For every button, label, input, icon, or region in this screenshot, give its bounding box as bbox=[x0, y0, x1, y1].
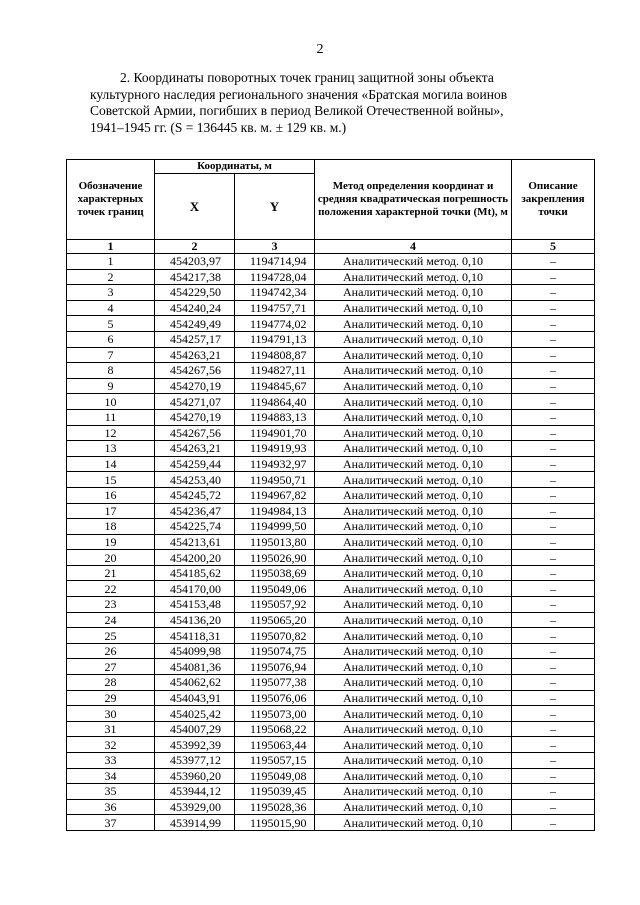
point-number-cell: 9 bbox=[67, 378, 155, 394]
table-row bbox=[67, 519, 595, 535]
method-cell: Аналитический метод. 0,10 bbox=[315, 659, 512, 675]
x-coordinate-cell: 454099,98 bbox=[155, 643, 235, 659]
method-cell: Аналитический метод. 0,10 bbox=[315, 815, 512, 831]
point-number-cell: 33 bbox=[67, 753, 155, 769]
table-row bbox=[67, 753, 595, 769]
y-coordinate-cell: 1194950,71 bbox=[235, 472, 315, 488]
description-cell: – bbox=[512, 519, 595, 535]
method-cell: Аналитический метод. 0,10 bbox=[315, 316, 512, 332]
y-coordinate-cell: 1195039,45 bbox=[235, 784, 315, 800]
y-coordinate-cell: 1195026,90 bbox=[235, 550, 315, 566]
method-cell: Аналитический метод. 0,10 bbox=[315, 363, 512, 379]
method-cell: Аналитический метод. 0,10 bbox=[315, 597, 512, 613]
y-coordinate-cell: 1195077,38 bbox=[235, 675, 315, 691]
x-coordinate-cell: 454043,91 bbox=[155, 690, 235, 706]
table-row bbox=[67, 472, 595, 488]
point-number-cell: 30 bbox=[67, 706, 155, 722]
method-cell: Аналитический метод. 0,10 bbox=[315, 675, 512, 691]
y-coordinate-cell: 1195057,15 bbox=[235, 753, 315, 769]
description-cell: – bbox=[512, 628, 595, 644]
y-coordinate-cell: 1195073,00 bbox=[235, 706, 315, 722]
table-row bbox=[67, 768, 595, 784]
table-row bbox=[67, 487, 595, 503]
point-number-cell: 8 bbox=[67, 363, 155, 379]
point-number-cell: 13 bbox=[67, 441, 155, 457]
method-cell: Аналитический метод. 0,10 bbox=[315, 706, 512, 722]
method-cell: Аналитический метод. 0,10 bbox=[315, 628, 512, 644]
x-coordinate-cell: 453944,12 bbox=[155, 784, 235, 800]
point-number-cell: 5 bbox=[67, 316, 155, 332]
description-cell: – bbox=[512, 690, 595, 706]
table-row bbox=[67, 721, 595, 737]
method-cell: Аналитический метод. 0,10 bbox=[315, 409, 512, 425]
header-x: X bbox=[155, 174, 235, 240]
method-cell: Аналитический метод. 0,10 bbox=[315, 503, 512, 519]
y-coordinate-cell: 1194864,40 bbox=[235, 394, 315, 410]
x-coordinate-cell: 454245,72 bbox=[155, 487, 235, 503]
method-cell: Аналитический метод. 0,10 bbox=[315, 784, 512, 800]
method-cell: Аналитический метод. 0,10 bbox=[315, 721, 512, 737]
table-row bbox=[67, 690, 595, 706]
table-row bbox=[67, 799, 595, 815]
description-cell: – bbox=[512, 425, 595, 441]
point-number-cell: 27 bbox=[67, 659, 155, 675]
heading-line: Советской Армии, погибших в период Великой Отечественной войны», bbox=[90, 103, 504, 118]
table-row bbox=[67, 675, 595, 691]
description-cell: – bbox=[512, 675, 595, 691]
table-row bbox=[67, 425, 595, 441]
y-coordinate-cell: 1195076,06 bbox=[235, 690, 315, 706]
method-cell: Аналитический метод. 0,10 bbox=[315, 300, 512, 316]
method-cell: Аналитический метод. 0,10 bbox=[315, 378, 512, 394]
point-number-cell: 10 bbox=[67, 394, 155, 410]
point-number-cell: 6 bbox=[67, 331, 155, 347]
y-coordinate-cell: 1194742,34 bbox=[235, 285, 315, 301]
table-row bbox=[67, 643, 595, 659]
y-coordinate-cell: 1194728,04 bbox=[235, 269, 315, 285]
description-cell: – bbox=[512, 768, 595, 784]
description-cell: – bbox=[512, 441, 595, 457]
point-number-cell: 25 bbox=[67, 628, 155, 644]
point-number-cell: 36 bbox=[67, 799, 155, 815]
y-coordinate-cell: 1195038,69 bbox=[235, 565, 315, 581]
table-row bbox=[67, 784, 595, 800]
table-row bbox=[67, 316, 595, 332]
description-cell: – bbox=[512, 269, 595, 285]
page-number: 2 bbox=[316, 42, 324, 57]
method-cell: Аналитический метод. 0,10 bbox=[315, 643, 512, 659]
table-row bbox=[67, 628, 595, 644]
method-cell: Аналитический метод. 0,10 bbox=[315, 441, 512, 457]
x-coordinate-cell: 454259,44 bbox=[155, 456, 235, 472]
method-cell: Аналитический метод. 0,10 bbox=[315, 799, 512, 815]
x-coordinate-cell: 454253,40 bbox=[155, 472, 235, 488]
point-number-cell: 32 bbox=[67, 737, 155, 753]
point-number-cell: 12 bbox=[67, 425, 155, 441]
header-coordinates: Координаты, м bbox=[155, 160, 315, 174]
x-coordinate-cell: 454249,49 bbox=[155, 316, 235, 332]
x-coordinate-cell: 453960,20 bbox=[155, 768, 235, 784]
column-number: 4 bbox=[315, 240, 512, 254]
y-coordinate-cell: 1194967,82 bbox=[235, 487, 315, 503]
table-row bbox=[67, 331, 595, 347]
description-cell: – bbox=[512, 784, 595, 800]
description-cell: – bbox=[512, 659, 595, 675]
point-number-cell: 3 bbox=[67, 285, 155, 301]
method-cell: Аналитический метод. 0,10 bbox=[315, 550, 512, 566]
x-coordinate-cell: 454081,36 bbox=[155, 659, 235, 675]
y-coordinate-cell: 1194827,11 bbox=[235, 363, 315, 379]
method-cell: Аналитический метод. 0,10 bbox=[315, 690, 512, 706]
point-number-cell: 18 bbox=[67, 519, 155, 535]
description-cell: – bbox=[512, 409, 595, 425]
x-coordinate-cell: 454062,62 bbox=[155, 675, 235, 691]
column-number: 5 bbox=[512, 240, 595, 254]
description-cell: – bbox=[512, 612, 595, 628]
y-coordinate-cell: 1194774,02 bbox=[235, 316, 315, 332]
description-cell: – bbox=[512, 285, 595, 301]
x-coordinate-cell: 454217,38 bbox=[155, 269, 235, 285]
description-cell: – bbox=[512, 331, 595, 347]
x-coordinate-cell: 454257,17 bbox=[155, 331, 235, 347]
method-cell: Аналитический метод. 0,10 bbox=[315, 753, 512, 769]
point-number-cell: 11 bbox=[67, 409, 155, 425]
point-number-cell: 34 bbox=[67, 768, 155, 784]
method-cell: Аналитический метод. 0,10 bbox=[315, 534, 512, 550]
description-cell: – bbox=[512, 503, 595, 519]
point-number-cell: 28 bbox=[67, 675, 155, 691]
method-cell: Аналитический метод. 0,10 bbox=[315, 519, 512, 535]
point-number-cell: 7 bbox=[67, 347, 155, 363]
section-heading bbox=[90, 70, 582, 136]
y-coordinate-cell: 1195068,22 bbox=[235, 721, 315, 737]
table-row bbox=[67, 612, 595, 628]
header-description: Описание закрепления точки bbox=[512, 160, 595, 240]
table-row bbox=[67, 706, 595, 722]
y-coordinate-cell: 1194932,97 bbox=[235, 456, 315, 472]
description-cell: – bbox=[512, 753, 595, 769]
x-coordinate-cell: 454263,21 bbox=[155, 441, 235, 457]
table-row bbox=[67, 550, 595, 566]
header-point-designation: Обозначение характерных точек границ bbox=[67, 160, 155, 240]
x-coordinate-cell: 454267,56 bbox=[155, 425, 235, 441]
heading-line: 1941–1945 гг. (S = 136445 кв. м. ± 129 кв. м.) bbox=[90, 119, 347, 135]
description-cell: – bbox=[512, 456, 595, 472]
x-coordinate-cell: 454118,31 bbox=[155, 628, 235, 644]
table-row bbox=[67, 300, 595, 316]
method-cell: Аналитический метод. 0,10 bbox=[315, 269, 512, 285]
y-coordinate-cell: 1194757,71 bbox=[235, 300, 315, 316]
y-coordinate-cell: 1195013,80 bbox=[235, 534, 315, 550]
x-coordinate-cell: 454240,24 bbox=[155, 300, 235, 316]
y-coordinate-cell: 1195049,08 bbox=[235, 768, 315, 784]
table-row bbox=[67, 347, 595, 363]
x-coordinate-cell: 454153,48 bbox=[155, 597, 235, 613]
description-cell: – bbox=[512, 487, 595, 503]
x-coordinate-cell: 453914,99 bbox=[155, 815, 235, 831]
table-row bbox=[67, 565, 595, 581]
header-y: Y bbox=[235, 174, 315, 240]
table-row bbox=[67, 285, 595, 301]
description-cell: – bbox=[512, 378, 595, 394]
point-number-cell: 17 bbox=[67, 503, 155, 519]
table-row bbox=[67, 409, 595, 425]
x-coordinate-cell: 453992,39 bbox=[155, 737, 235, 753]
table-row bbox=[67, 363, 595, 379]
table-row bbox=[67, 254, 595, 270]
table-row bbox=[67, 378, 595, 394]
table-row bbox=[67, 503, 595, 519]
method-cell: Аналитический метод. 0,10 bbox=[315, 737, 512, 753]
method-cell: Аналитический метод. 0,10 bbox=[315, 472, 512, 488]
description-cell: – bbox=[512, 737, 595, 753]
description-cell: – bbox=[512, 565, 595, 581]
y-coordinate-cell: 1194919,93 bbox=[235, 441, 315, 457]
description-cell: – bbox=[512, 363, 595, 379]
column-number: 2 bbox=[155, 240, 235, 254]
method-cell: Аналитический метод. 0,10 bbox=[315, 254, 512, 270]
table-row bbox=[67, 659, 595, 675]
point-number-cell: 15 bbox=[67, 472, 155, 488]
x-coordinate-cell: 454263,21 bbox=[155, 347, 235, 363]
x-coordinate-cell: 454267,56 bbox=[155, 363, 235, 379]
point-number-cell: 14 bbox=[67, 456, 155, 472]
x-coordinate-cell: 454200,20 bbox=[155, 550, 235, 566]
point-number-cell: 16 bbox=[67, 487, 155, 503]
y-coordinate-cell: 1195070,82 bbox=[235, 628, 315, 644]
description-cell: – bbox=[512, 706, 595, 722]
description-cell: – bbox=[512, 550, 595, 566]
x-coordinate-cell: 454270,19 bbox=[155, 409, 235, 425]
description-cell: – bbox=[512, 799, 595, 815]
x-coordinate-cell: 453929,00 bbox=[155, 799, 235, 815]
description-cell: – bbox=[512, 316, 595, 332]
y-coordinate-cell: 1195015,90 bbox=[235, 815, 315, 831]
table-row bbox=[67, 394, 595, 410]
x-coordinate-cell: 454213,61 bbox=[155, 534, 235, 550]
point-number-cell: 21 bbox=[67, 565, 155, 581]
x-coordinate-cell: 454185,62 bbox=[155, 565, 235, 581]
description-cell: – bbox=[512, 597, 595, 613]
x-coordinate-cell: 454229,50 bbox=[155, 285, 235, 301]
description-cell: – bbox=[512, 347, 595, 363]
y-coordinate-cell: 1194714,94 bbox=[235, 254, 315, 270]
description-cell: – bbox=[512, 581, 595, 597]
y-coordinate-cell: 1195057,92 bbox=[235, 597, 315, 613]
table-row bbox=[67, 441, 595, 457]
description-cell: – bbox=[512, 721, 595, 737]
x-coordinate-cell: 454025,42 bbox=[155, 706, 235, 722]
x-coordinate-cell: 454203,97 bbox=[155, 254, 235, 270]
method-cell: Аналитический метод. 0,10 bbox=[315, 394, 512, 410]
y-coordinate-cell: 1194883,13 bbox=[235, 409, 315, 425]
y-coordinate-cell: 1195074,75 bbox=[235, 643, 315, 659]
method-cell: Аналитический метод. 0,10 bbox=[315, 768, 512, 784]
point-number-cell: 37 bbox=[67, 815, 155, 831]
table-row bbox=[67, 534, 595, 550]
point-number-cell: 31 bbox=[67, 721, 155, 737]
x-coordinate-cell: 454236,47 bbox=[155, 503, 235, 519]
description-cell: – bbox=[512, 534, 595, 550]
coordinates-table bbox=[66, 159, 595, 831]
method-cell: Аналитический метод. 0,10 bbox=[315, 331, 512, 347]
column-number: 3 bbox=[235, 240, 315, 254]
y-coordinate-cell: 1194984,13 bbox=[235, 503, 315, 519]
y-coordinate-cell: 1194999,50 bbox=[235, 519, 315, 535]
point-number-cell: 2 bbox=[67, 269, 155, 285]
y-coordinate-cell: 1194808,87 bbox=[235, 347, 315, 363]
table-row bbox=[67, 597, 595, 613]
y-coordinate-cell: 1195065,20 bbox=[235, 612, 315, 628]
description-cell: – bbox=[512, 394, 595, 410]
method-cell: Аналитический метод. 0,10 bbox=[315, 285, 512, 301]
x-coordinate-cell: 454136,20 bbox=[155, 612, 235, 628]
method-cell: Аналитический метод. 0,10 bbox=[315, 612, 512, 628]
x-coordinate-cell: 454270,19 bbox=[155, 378, 235, 394]
point-number-cell: 22 bbox=[67, 581, 155, 597]
method-cell: Аналитический метод. 0,10 bbox=[315, 565, 512, 581]
method-cell: Аналитический метод. 0,10 bbox=[315, 425, 512, 441]
heading-line: 2. Координаты поворотных точек границ защитной зоны объекта bbox=[120, 70, 494, 85]
x-coordinate-cell: 454170,00 bbox=[155, 581, 235, 597]
y-coordinate-cell: 1194901,70 bbox=[235, 425, 315, 441]
point-number-cell: 23 bbox=[67, 597, 155, 613]
y-coordinate-cell: 1195063,44 bbox=[235, 737, 315, 753]
column-number-row bbox=[67, 240, 595, 254]
x-coordinate-cell: 454271,07 bbox=[155, 394, 235, 410]
method-cell: Аналитический метод. 0,10 bbox=[315, 487, 512, 503]
header-method: Метод определения координат и средняя квадратическая погрешность положения характерной точки (Mt), м bbox=[315, 160, 512, 240]
point-number-cell: 20 bbox=[67, 550, 155, 566]
description-cell: – bbox=[512, 643, 595, 659]
description-cell: – bbox=[512, 472, 595, 488]
table-row bbox=[67, 456, 595, 472]
point-number-cell: 1 bbox=[67, 254, 155, 270]
point-number-cell: 24 bbox=[67, 612, 155, 628]
method-cell: Аналитический метод. 0,10 bbox=[315, 347, 512, 363]
point-number-cell: 35 bbox=[67, 784, 155, 800]
description-cell: – bbox=[512, 254, 595, 270]
x-coordinate-cell: 453977,12 bbox=[155, 753, 235, 769]
table-row bbox=[67, 269, 595, 285]
description-cell: – bbox=[512, 815, 595, 831]
point-number-cell: 4 bbox=[67, 300, 155, 316]
table-row bbox=[67, 737, 595, 753]
x-coordinate-cell: 454007,29 bbox=[155, 721, 235, 737]
column-number: 1 bbox=[67, 240, 155, 254]
method-cell: Аналитический метод. 0,10 bbox=[315, 456, 512, 472]
y-coordinate-cell: 1194791,13 bbox=[235, 331, 315, 347]
y-coordinate-cell: 1194845,67 bbox=[235, 378, 315, 394]
y-coordinate-cell: 1195049,06 bbox=[235, 581, 315, 597]
point-number-cell: 29 bbox=[67, 690, 155, 706]
table-row bbox=[67, 815, 595, 831]
description-cell: – bbox=[512, 300, 595, 316]
x-coordinate-cell: 454225,74 bbox=[155, 519, 235, 535]
point-number-cell: 19 bbox=[67, 534, 155, 550]
method-cell: Аналитический метод. 0,10 bbox=[315, 581, 512, 597]
point-number-cell: 26 bbox=[67, 643, 155, 659]
table-row bbox=[67, 581, 595, 597]
y-coordinate-cell: 1195076,94 bbox=[235, 659, 315, 675]
y-coordinate-cell: 1195028,36 bbox=[235, 799, 315, 815]
heading-line: культурного наследия регионального значения «Братская могила воинов bbox=[90, 86, 508, 102]
